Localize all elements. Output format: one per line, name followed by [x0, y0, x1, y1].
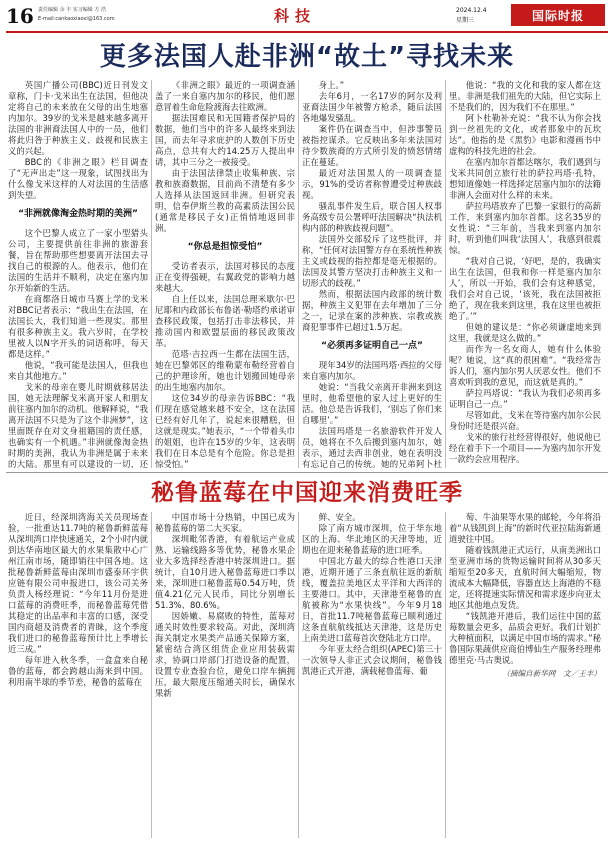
a2-col1-paras	[8, 512, 148, 688]
column-divider	[445, 80, 446, 468]
paragraph: “我对自己说，‘好吧，是的，我确实出生在法国，但我和你一样是塞内加尔人’，所以一开始，我们会有这种感觉，我们会对自己说，‘该死，我在法国被拒绝了，现在我来到这里，我在这里也被拒绝了。’”	[449, 256, 601, 321]
issue-date	[456, 6, 487, 26]
article1-column-2	[155, 80, 295, 468]
paragraph: 每年进入秋冬季，一盒盒来自秘鲁的蓝莓，都会跨越山海来到中国。利用南半球的季节差，秘鲁的蓝莓在	[8, 655, 148, 687]
paragraph: 萨拉玛塔说：“我认为我们必须再多证明自己一点。”	[449, 388, 601, 409]
paragraph: 法国玛塔是一名旅游软件开发人员，她将在不久后搬到塞内加尔，她表示，通过去西非创业，她在表明没有忘记自己的传统。她的兄弟阿卜杜	[302, 426, 442, 468]
header-meta	[38, 6, 115, 24]
paragraph: 《非洲之眼》最近的一项调查涵盖了一来自塞内加尔的移民，他们愿意冒着生命危险渡海去往欧洲。	[155, 80, 295, 112]
a1-col3-paras	[302, 80, 442, 333]
paragraph: 鲜、安全。	[318, 512, 361, 522]
article2-column-2	[155, 512, 295, 838]
a2-col4-paras	[449, 512, 601, 666]
article1-column-4	[449, 80, 601, 468]
paragraph: 戈米的母亲在婴儿时期就移居法国，她无法理解戈米离开家人和朋友前往塞内加尔的动机。他解释说，“我离开法国不只是为了这个非洲梦”，这里面既存在对文身祖籍国的责任感，也确实有一个机遇。”非洲就像淘金热时期的美洲，我认为非洲是属于未来的大陆。那里有可以建设的一切，还	[8, 382, 148, 468]
paragraph: 法国外交部驳斥了这些批评，并称，“任何对法国警方存在系统性种族主义或歧视的指控都是毫无根据的。法国及其警方坚决打击种族主义和一切形式的歧视。”	[302, 234, 442, 288]
paragraph: 范塔·吉拉西一生都在法国生活，她在巴黎郊区的维勒蒙布勒经营着自己的护理诊所，她也计划搬回她母亲的出生地塞内加尔。	[155, 349, 295, 392]
column-divider	[151, 80, 152, 468]
email-line: E-mail:cankaoxiaoxi@163.com	[38, 16, 115, 22]
paragraph: 在塞内加尔首都达喀尔，我们遇到与戈米共同创立旅行社的萨拉玛塔·孔特，想知道像她一样选择定居塞内加尔的法籍非洲人会面对什么样的未来。	[449, 157, 601, 200]
column-divider	[298, 80, 299, 468]
paragraph: 这位34岁的母亲告诉BBC：“我们现在感觉越来越不安全，这在法国已经有好几年了，说起来很糟糕，但这就是现实。”她表示，“一个带着头巾的姐姐，也许在15岁的少年，这表明我们在日本总是有个危险。你总是担惊受怕。”	[155, 393, 295, 468]
subheading-1: “非洲就像淘金热时期的美洲”	[18, 209, 138, 219]
article-separator	[6, 472, 608, 473]
paragraph: 随着钱凯港正式运行，从南美洲出口至亚洲市场的货物运输时间将从30多天缩短至20多天，直航时间大幅缩短，物流成本大幅降低，容器直达上海港的不稳定，还将提速实际情况和需求逐步向亚太地区其他地点发货。	[449, 545, 601, 610]
a1-col1b-paras	[8, 228, 148, 468]
article2-column-3	[302, 512, 442, 838]
article2-credit: （摘编自新华网 文／王丰）	[502, 669, 601, 678]
paragraph: 尽管如此，戈米在等待塞内加尔公民身份时还是很兴奋。	[449, 410, 601, 431]
paragraph: 中国市场十分热销，中国已成为秘鲁蓝莓的第二大买家。	[155, 512, 295, 533]
paragraph: 在商都洛日城市马赛上学的戈米对BBC记者表示：“我出生在法国，在法国长大，我们知道一些现实。那里有很多种族主义。我六岁时，在学校里被人以N字开头的词语称呼，每天都是这样。”	[8, 294, 148, 359]
paragraph: 因娇嫩、易腐败的特性，蓝莓对通关时效性要求较高。对此，深圳湾海关制定水果类产品通关保障方案，紧密结合湾区组货企业应用装载需求，协调口岸部门打造设备的配置，设置专业查验台位，避免口岸车辆拥压，最大限度压缩通关时长，确保水果新	[155, 611, 295, 698]
article2-headline: 秘鲁蓝莓在中国迎来消费旺季	[151, 480, 463, 506]
paragraph: 据法国难民和无国籍者保护局的数据，他们当中的许多人最终来到法国，而去年寻求庇护的人数创下历史高点，总共有大约14.25万人提出申请，其中三分之一被接受。	[155, 113, 295, 167]
paragraph: 阿卜杜勒补充说：“我不认为你会找到一丝祖先的文化，或者那象中的瓦坎达”。他指的是《黑豹》电影和漫画书中虚构的科技先进的社会。	[449, 113, 601, 156]
weekday-text: 星期三	[456, 17, 475, 24]
paragraph: 萨拉玛塔放弃了巴黎一家银行的高薪工作，来到塞内加尔首都。这名35岁的女性说：“三年前，当我来到塞内加尔时，听到他们叫我‘法国人’，我感到很震惊。	[449, 201, 601, 255]
article1-column-1	[8, 80, 148, 468]
header-rule	[6, 31, 608, 33]
paragraph: 她说：“当我父亲离开非洲来到这里时，他希望他的家人过上更好的生活。他总是告诉我们，‘别忘了你们来自哪里’。”	[302, 382, 442, 425]
article1-column-3	[302, 80, 442, 468]
paragraph: 萄、牛油果等水果的邮轮，今年将沿着“从钱凯到上海”的新时代亚拉陆海新通道驶往中国。	[449, 512, 601, 544]
paragraph: 而作为一名女商人，她有什么体验呢？她说，这“真的很困难”。“我经常告诉人们，塞内加尔男人厌恶女性。他们不喜欢听到我的意见，而这就是真的。”	[449, 344, 601, 387]
a1-col2b-paras	[155, 261, 295, 468]
paragraph: 最近对法国黑人的一项调查显示，91%的受访者称曾遭受过种族歧视。	[302, 168, 442, 200]
paragraph: 由于法国法律禁止收集种族、宗教和族裔数据，目前尚不清楚有多少人选择从法国返回非洲。但研究表明，信奉伊斯兰教的高素质法国公民(通常是移民子女)正悄悄地返回非洲。	[155, 168, 295, 233]
paragraph: 这个巴黎人成立了一家小型猎头公司，主要提供前往非洲的旅游套餐，旨在帮助那些想要离开法国去寻找自己的根源的人。他表示，他们在法国的生活并不顺利，决定在塞内加尔开始新的生活。	[8, 228, 148, 293]
paragraph: 案件仍在调查当中，但涉事警员被指控谋杀。它反映出多年来法国对待少数族裔的方式所引发的愤怒情绪正在蔓延。	[302, 124, 442, 167]
subheading-2: “你总是担惊受怕”	[187, 242, 263, 252]
column-divider	[151, 512, 152, 838]
article2-column-1	[8, 512, 148, 838]
paragraph: 去年6月，一名17岁的阿尔及利亚裔法国少年被警方枪杀，随后法国各地爆发骚乱。	[302, 91, 442, 123]
article2-column-4	[449, 512, 601, 838]
paragraph: 近日，经深圳湾海关关员现场查验，一批重达11.7吨的秘鲁新鲜蓝莓从深圳湾口岸快速通关，2个小时内就到达华南地区最大的水果集散中心广州江南市场，随即销往中国各地。这批秘鲁新鲜蓝莓由深圳市盛泰环宇供应链有限公司申报进口，该公司关务负责人杨经理说：“今年11月份是进口蓝莓的消费旺季，而秘鲁蓝莓凭借其稳定的出品率和丰富的口感，深受国内商超及消费者的青睐，这个季度我们进口的秘鲁蓝莓预计比上季增长近三成。”	[8, 512, 148, 654]
article1-credit	[449, 467, 601, 468]
paragraph: 中国北方最大的综合性港口天津港，近期开通了三条直航往返的新航线，覆盖拉美地区太平洋和大西洋的主要港口。其中，天津港至秘鲁的直航被称为“水果快线”。今年9月18日，首批11.7吨秘鲁蓝莓已顺利通过这条直航航线抵达天津港，这是历史上南美进口蓝莓首次登陆北方口岸。	[302, 556, 442, 643]
section-title: 科技	[274, 7, 317, 25]
subheading-3: “必须再多证明自己一点”	[321, 341, 423, 351]
paragraph: 今年亚太经合组织(APEC)第三十一次领导人非正式会议期间，秘鲁钱凯港正式开港，满载秘鲁蓝莓、葡	[302, 644, 442, 676]
paragraph: 他说：“我的文化和我的家人都在这里。非洲是我们祖先的大陆，但它实际上不是我们的，因为我们不在那里。”	[449, 80, 601, 112]
paragraph: 自上任以来，法国总理米歇尔·巴尼耶和内政部长布鲁诺·勒塔约承诺审查移民政策，包括打击非法移民，并推动国内和欧盟层面的移民政策改革。	[155, 294, 295, 348]
masthead-logo: 国际时报	[511, 4, 605, 26]
article1-headline: 更多法国人赴非洲“故土”寻找未来	[99, 42, 515, 72]
column-divider	[445, 512, 446, 838]
paragraph: 他说，“我可能是法国人，但我也来自其他地方。”	[8, 360, 148, 381]
paragraph: 深圳毗邻香港，有着航运产业成熟、运输线路多等优势，秘鲁水果企业大多选择经香港中转深圳进口。据统计，自10月进入秘鲁蓝莓进口季以来，深圳进口秘鲁蓝莓0.54万吨，货值4.21亿元人民币，同比分别增长51.3%、80.6%。	[155, 534, 295, 610]
paragraph: 除了南方城市深圳，位于华东地区的上海、华北地区的天津等地，近期也在迎来秘鲁蓝莓的进口旺季。	[302, 523, 442, 555]
a2-col2-paras	[155, 512, 295, 699]
a1-col4-paras	[449, 80, 601, 465]
paragraph: BBC的《非洲之眼》栏目调查了“无声出走”这一现象，试图找出为什么像戈米这样的人对法国的生活感到失望。	[8, 157, 148, 200]
a1-col1-paras	[8, 80, 148, 201]
paragraph: 英国广播公司(BBC)近日刊发文章称，门卡·戈米出生在法国，但他决定将自己的未来放在父母的出生地塞内加尔。39岁的戈米是越来越多离开法国的非洲裔法国人中的一员，他们将此归咎于种族主义、歧视和民族主义的兴起。	[8, 80, 148, 156]
paragraph: 骚乱事件发生后，联合国人权事务高级专员公署呼吁法国解决“执法机构内部的种族歧视问题”。	[302, 201, 442, 233]
paragraph: 身上。”	[318, 80, 345, 90]
editor-line: 责任编辑 余 丰 实习编辑 方 浩	[38, 7, 106, 13]
column-divider	[298, 512, 299, 838]
page-header	[6, 4, 608, 30]
paragraph: 现年34岁的法国玛塔·西拉的父母来自塞内加尔。	[302, 360, 442, 381]
a1-col2-paras	[155, 80, 295, 234]
paragraph: 戈米的旅行社经营得很好，他说他已经在着手下一个项目——为塞内加尔开发一款约会应用程序。	[449, 432, 601, 464]
a2-col3-paras	[302, 512, 442, 677]
a1-col3b-paras	[302, 360, 442, 468]
paragraph: 受访者表示，法国对移民的态度正在变得强硬，右翼政党的影响力越来越大。	[155, 261, 295, 293]
paragraph: 但她的建议是：“你必须谦虚地来到这里，我就是这么做的。”	[449, 322, 601, 343]
paragraph: “钱凯港开港后，我们运往中国的蓝莓数量会更多，品质会更好。我们计划扩大种植面积，以满足中国市场的需求。”秘鲁国际果蔬供应商伯博仙生产服务经理弗德里克·马古奥说。	[449, 611, 601, 665]
paragraph: 然而，根据法国内政部的统计数据，种族主义犯罪在去年增加了三分之一，记录在案的涉种族、宗教或族裔犯罪事件已超过1.5万起。	[302, 289, 442, 332]
page-number: 16	[6, 4, 34, 28]
date-text: 2024.12.4	[456, 7, 487, 14]
